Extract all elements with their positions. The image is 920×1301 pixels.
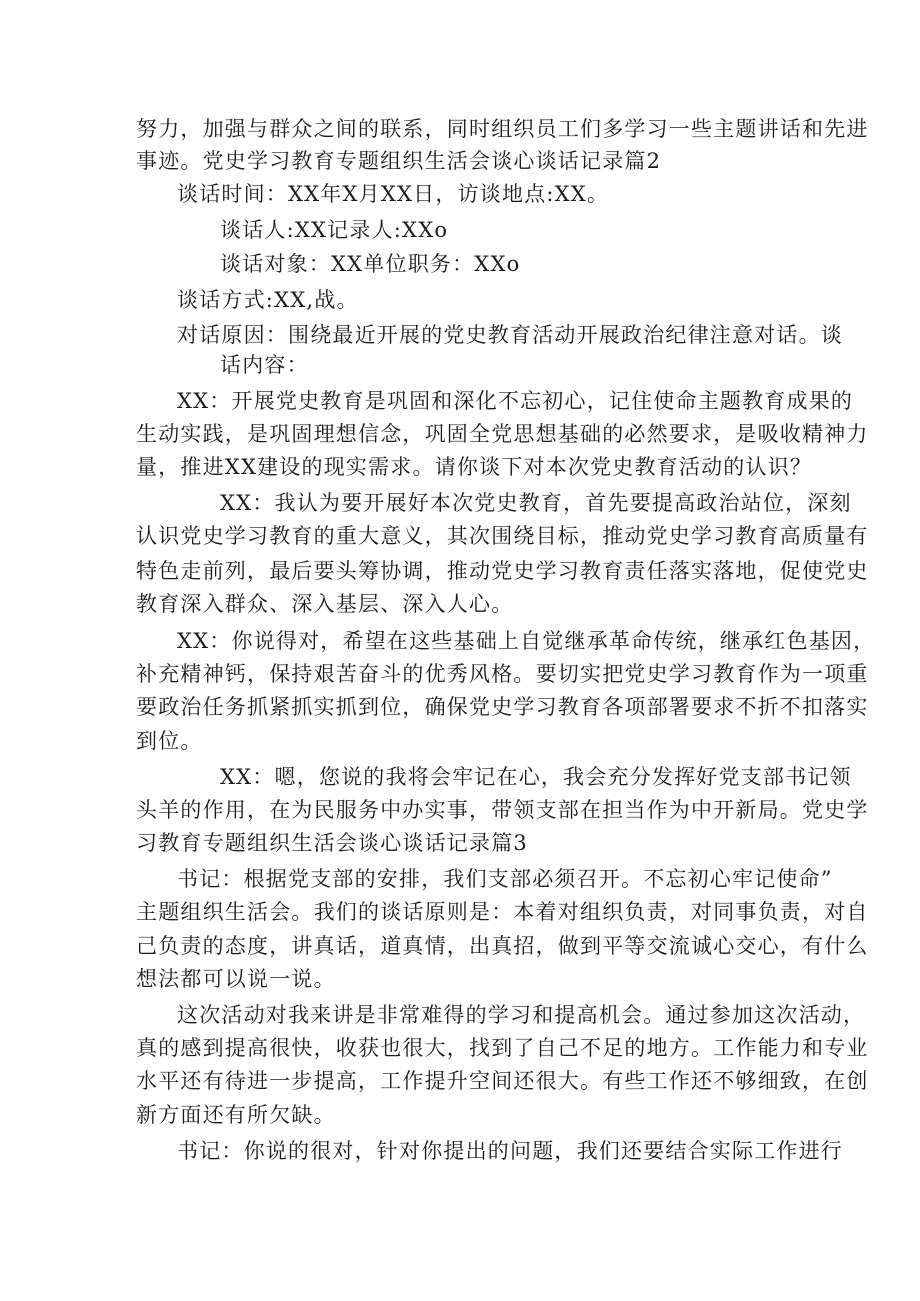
text-line: 生动实践，是巩固理想信念，巩固全党思想基础的必然要求，是吸收精神力 — [136, 422, 869, 446]
text-line: 习教育专题组织生活会谈心谈话记录篇3 — [136, 831, 528, 855]
text-line: 认识党史学习教育的重大意义，其次围绕目标，推动党史学习教育高质量有 — [136, 524, 869, 548]
text-line: XX：你说得对，希望在这些基础上自觉继承革命传统，继承红色基因， — [177, 629, 876, 653]
text-line: 话内容： — [220, 353, 309, 377]
text-line: 努力，加强与群众之间的联系，同时组织员工们多学习一些主题讲话和先进 — [136, 117, 869, 141]
text-line: 事迹。党史学习教育专题组织生活会谈心谈话记录篇2 — [136, 149, 662, 173]
text-line: 新方面还有所欠缺。 — [136, 1103, 336, 1127]
text-line: 水平还有待进一步提高，工作提升空间还很大。有些工作还不够细致，在创 — [136, 1069, 869, 1093]
text-line: 谈话时间：XX年X月XX日，访谈地点:XX。 — [177, 182, 610, 206]
text-line: 教育深入群众、深入基层、深入人心。 — [136, 592, 514, 616]
text-line: 补充精神钙，保持艰苦奋斗的优秀风格。要切实把党史学习教育作为一项重 — [136, 662, 869, 686]
text-line: 对话原因：围绕最近开展的党史教育活动开展政治纪律注意对话。谈 — [177, 323, 843, 347]
text-line: XX：嗯，您说的我将会牢记在心，我会充分发挥好党支部书记领 — [220, 765, 852, 789]
text-line: 书记：你说的很对，针对你提出的问题，我们还要结合实际工作进行 — [177, 1139, 843, 1163]
text-line: 头羊的作用，在为民服务中办实事，带领支部在担当作为中开新局。党史学 — [136, 798, 869, 822]
text-line: 书记：根据党支部的安排，我们支部必须召开。不忘初心牢记使命” — [177, 867, 833, 891]
text-line: 要政治任务抓紧抓实抓到位，确保党史学习教育各项部署要求不折不扣落实 — [136, 695, 869, 719]
text-line: 真的感到提高很快，收获也很大，找到了自己不足的地方。工作能力和专业 — [136, 1036, 869, 1060]
text-line: 谈话对象：XX单位职务：XXo — [220, 252, 521, 276]
text-line: 这次活动对我来讲是非常难得的学习和提高机会。通过参加这次活动， — [177, 1003, 866, 1027]
text-line: XX：开展党史教育是巩固和深化不忘初心，记住使命主题教育成果的 — [177, 389, 854, 413]
text-line: 想法都可以说一说。 — [136, 967, 336, 991]
text-line: 主题组织生活会。我们的谈话原则是：本着对组织负责，对同事负责，对自 — [136, 900, 869, 924]
text-line: 己负责的态度，讲真话，道真情，出真招，做到平等交流诚心交心，有什么 — [136, 934, 869, 958]
text-line: 量，推进XX建设的现实需求。请你谈下对本次党史教育活动的认识？ — [136, 455, 813, 479]
text-line: 到位。 — [136, 729, 203, 753]
text-line: 谈话方式:XX,战。 — [177, 288, 359, 312]
text-line: 特色走前列，最后要头筹协调，推动党史学习教育责任落实落地，促使党史 — [136, 559, 869, 583]
text-line: 谈话人:XX记录人:XXo — [220, 218, 449, 242]
text-line: XX：我认为要开展好本次党史教育，首先要提高政治站位，深刻 — [220, 491, 852, 515]
